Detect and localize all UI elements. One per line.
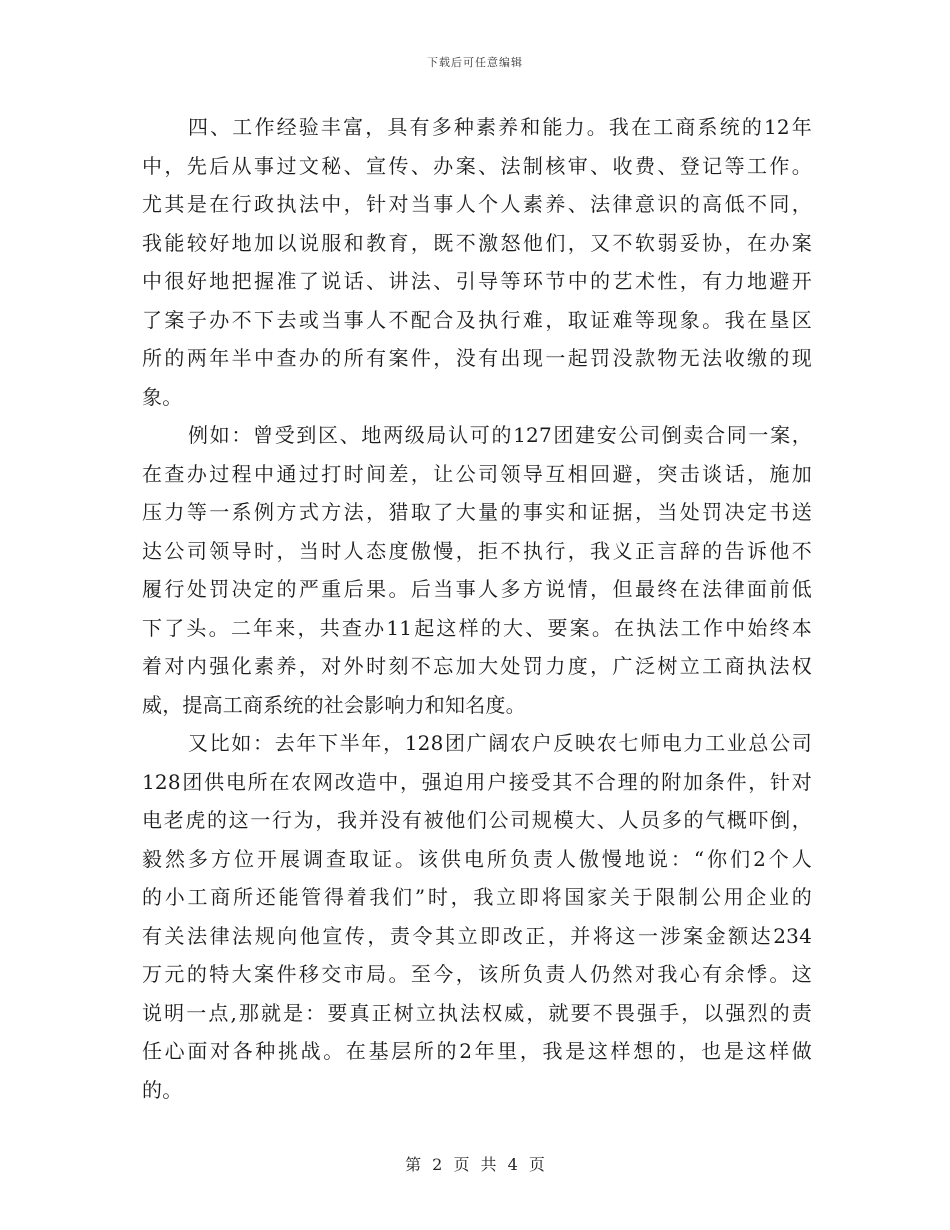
paragraph	[142, 108, 812, 416]
text-line: 中，先后从事过文秘、宣传、办案、法制核审、收费、登记等工作。	[142, 153, 812, 178]
paragraph	[142, 416, 812, 724]
text-line: 了案子办不下去或当事人不配合及执行难，取证难等现象。我在垦区	[142, 307, 812, 332]
text-line: 任心面对各种挑战。在基层所的2年里，我是这样想的，也是这样做	[142, 1039, 812, 1063]
text-line: 我能较好地加以说服和教育，既不激怒他们，又不软弱妥协，在办案	[142, 230, 812, 255]
page-footer: 第 2 页 共 4 页	[405, 1155, 545, 1174]
document-body	[142, 108, 812, 1109]
page-header: 下载后可任意编辑	[427, 56, 523, 69]
text-line: 说明一点,那就是：要真正树立执法权威，就要不畏强手，以强烈的责	[142, 1000, 812, 1025]
text-line: 有关法律法规向他宣传，责令其立即改正，并将这一涉案金额达234	[142, 923, 812, 948]
text-line: 威，提高工商系统的社会影响力和知名度。	[142, 692, 526, 717]
text-line: 尤其是在行政执法中，针对当事人个人素养、法律意识的高低不同，	[142, 192, 812, 216]
text-line: 毅然多方位开展调查取证。该供电所负责人傲慢地说：“你们2个人	[142, 846, 812, 871]
text-line: 压力等一系例方式方法，猎取了大量的事实和证据，当处罚决定书送	[142, 500, 812, 524]
text-line: 万元的特大案件移交市局。至今，该所负责人仍然对我心有余悸。这	[142, 962, 812, 986]
text-line: 象。	[142, 384, 183, 409]
text-line: 中很好地把握准了说话、讲法、引导等环节中的艺术性，有力地避开	[142, 269, 812, 293]
text-line: 又比如：去年下半年，128团广阔农户反映农七师电力工业总公司	[188, 731, 812, 755]
text-line: 例如：曾受到区、地两级局认可的127团建安公司倒卖合同一案，	[188, 423, 812, 447]
text-line: 的小工商所还能管得着我们”时，我立即将国家关于限制公用企业的	[142, 885, 812, 909]
text-line: 所的两年半中查办的所有案件，没有出现一起罚没款物无法收缴的现	[142, 346, 812, 370]
text-line: 在查办过程中通过打时间差，让公司领导互相回避，突击谈话，施加	[142, 461, 812, 486]
text-line: 的。	[142, 1077, 183, 1102]
text-line: 着对内强化素养，对外时刻不忘加大处罚力度，广泛树立工商执法权	[142, 654, 812, 678]
text-line: 下了头。二年来，共查办11起这样的大、要案。在执法工作中始终本	[142, 615, 812, 640]
text-line: 四、工作经验丰富，具有多种素养和能力。我在工商系统的12年	[188, 115, 812, 139]
text-line: 达公司领导时，当时人态度傲慢，拒不执行，我义正言辞的告诉他不	[142, 538, 812, 563]
paragraph	[142, 724, 812, 1109]
text-line: 电老虎的这一行为，我并没有被他们公司规模大、人员多的气概吓倒，	[142, 808, 812, 832]
text-line: 履行处罚决定的严重后果。后当事人多方说情，但最终在法律面前低	[142, 577, 812, 601]
text-line: 128团供电所在农网改造中，强迫用户接受其不合理的附加条件，针对	[142, 769, 812, 794]
